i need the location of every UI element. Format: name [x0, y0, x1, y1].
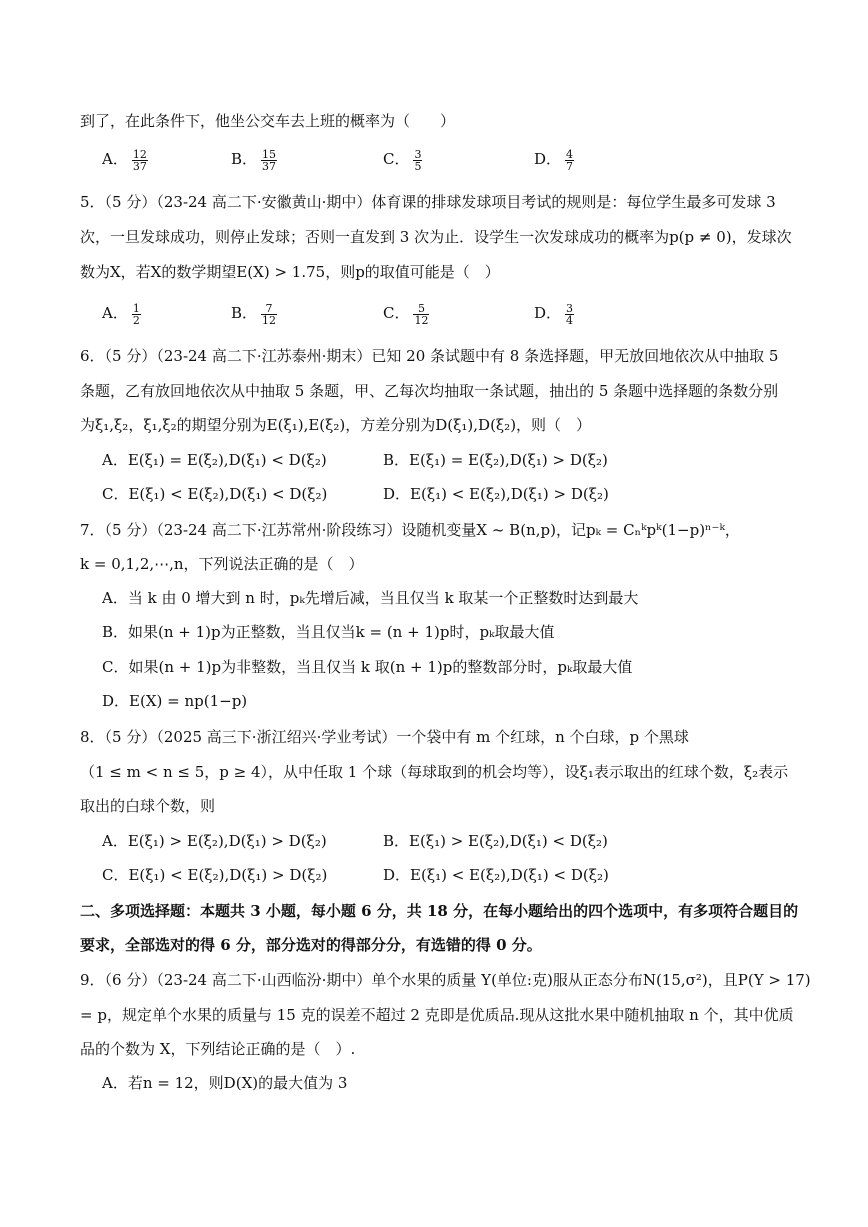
fraction [565, 303, 574, 326]
q8-option-a[interactable]: A．E(ξ₁) > E(ξ₂),D(ξ₁) > D(ξ₂) [102, 832, 327, 850]
option-letter: B． [231, 150, 258, 168]
q5-line-1: 5．（5 分）（23-24 高二下·安徽黄山·期中）体育课的排球发球项目考试的规则是：每位学生最多可发球 3 [80, 193, 776, 211]
q9-line-1: 9．（6 分）（23-24 高二下·山西临汾·期中）单个水果的质量 Y(单位:克)服从正态分布N(15,σ²)，且P(Y > 17) [80, 971, 811, 989]
section-heading-line-1: 二、多项选择题：本题共 3 小题，每小题 6 分，共 18 分，在每小题给出的四个选项中，有多项符合题目的 [80, 902, 799, 920]
q7-line-2: k = 0,1,2,⋯,n，下列说法正确的是（ ） [80, 555, 364, 573]
denominator: 37 [262, 159, 277, 173]
q5-line-2: 次，一旦发球成功，则停止发球；否则一直发到 3 次为止．设学生一次发球成功的概率为p(p ≠ 0)，发球次 [80, 228, 792, 246]
q8-line-3: 取出的白球个数，则 [80, 797, 216, 815]
q6-option-d[interactable]: D．E(ξ₁) < E(ξ₂),D(ξ₁) > D(ξ₂) [383, 485, 609, 503]
q5-option-a[interactable] [102, 302, 141, 326]
q5-option-c[interactable] [383, 302, 429, 326]
q9-line-3: 品的个数为 X，下列结论正确的是（ ）. [80, 1040, 356, 1058]
option-letter: D． [534, 304, 562, 322]
fraction [565, 149, 574, 172]
q6-line-1: 6．（5 分）（23-24 高二下·江苏泰州·期末）已知 20 条试题中有 8 条选择题，甲无放回地依次从中抽取 5 [80, 347, 779, 365]
q8-line-1: 8．（5 分）（2025 高三下·浙江绍兴·学业考试）一个袋中有 m 个红球，n 个白球，p 个黑球 [80, 728, 689, 746]
option-letter: D． [534, 150, 562, 168]
denominator: 5 [414, 159, 422, 173]
q8-line-2: （1 ≤ m < n ≤ 5，p ≥ 4），从中任取 1 个球（每球取到的机会均等），设ξ₁表示取出的红球个数，ξ₂表示 [80, 763, 789, 781]
denominator: 12 [262, 313, 277, 327]
q5-option-d[interactable] [534, 302, 574, 326]
q7-option-d[interactable]: D．E(X) = np(1−p) [102, 692, 248, 710]
denominator: 7 [566, 159, 574, 173]
fraction [261, 149, 277, 172]
q6-option-a[interactable]: A．E(ξ₁) = E(ξ₂),D(ξ₁) < D(ξ₂) [102, 451, 327, 469]
q4-option-a[interactable] [102, 148, 148, 172]
q7-option-a[interactable]: A．当 k 由 0 增大到 n 时，pₖ先增后减，当且仅当 k 取某一个正整数时达到最大 [102, 589, 639, 607]
section-heading-line-2: 要求，全部选对的得 6 分，部分选对的得部分分，有选错的得 0 分。 [80, 936, 542, 954]
option-letter: C． [383, 304, 410, 322]
option-letter: C． [383, 150, 410, 168]
q4-option-c[interactable] [383, 148, 422, 172]
numerator: 5 [413, 303, 429, 315]
numerator: 12 [132, 147, 147, 161]
numerator: 3 [566, 301, 574, 315]
q5-option-b[interactable] [231, 302, 277, 326]
fraction [261, 303, 277, 326]
q6-line-2: 条题，乙有放回地依次从中抽取 5 条题，甲、乙每次均抽取一条试题，抽出的 5 条题中选择题的条数分别 [80, 382, 779, 400]
q4-option-b[interactable] [231, 148, 277, 172]
option-letter: A． [102, 304, 128, 322]
q8-option-b[interactable]: B．E(ξ₁) > E(ξ₂),D(ξ₁) < D(ξ₂) [383, 832, 608, 850]
q4-option-d[interactable] [534, 148, 574, 172]
q7-option-b[interactable]: B．如果(n + 1)p为正整数，当且仅当k = (n + 1)p时，pₖ取最大值 [102, 623, 555, 641]
fraction [132, 303, 141, 326]
option-letter: A． [102, 150, 128, 168]
denominator: 4 [566, 313, 574, 327]
option-letter: B． [231, 304, 258, 322]
denominator: 2 [132, 313, 140, 327]
q6-option-c[interactable]: C．E(ξ₁) < E(ξ₂),D(ξ₁) < D(ξ₂) [102, 485, 328, 503]
numerator: 4 [566, 147, 574, 161]
q5-line-3: 数为X，若X的数学期望E(X) > 1.75，则p的取值可能是（ ） [80, 263, 500, 281]
denominator: 12 [414, 313, 429, 327]
fraction [132, 149, 148, 172]
q6-line-3: 为ξ₁,ξ₂，ξ₁,ξ₂的期望分别为E(ξ₁),E(ξ₂)，方差分别为D(ξ₁),D(ξ₂)，则（ ） [80, 416, 592, 434]
q8-option-c[interactable]: C．E(ξ₁) < E(ξ₂),D(ξ₁) > D(ξ₂) [102, 866, 328, 884]
numerator: 15 [262, 147, 277, 161]
numerator: 3 [414, 147, 422, 161]
denominator: 37 [132, 159, 147, 173]
q7-line-1: 7．（5 分）（23-24 高二下·江苏常州·阶段练习）设随机变量X ~ B(n,p)，记pₖ = Cₙᵏpᵏ(1−p)ⁿ⁻ᵏ， [80, 521, 740, 539]
q8-option-d[interactable]: D．E(ξ₁) < E(ξ₂),D(ξ₁) < D(ξ₂) [383, 866, 609, 884]
q7-option-c[interactable]: C．如果(n + 1)p为非整数，当且仅当 k 取(n + 1)p的整数部分时，pₖ取最大值 [102, 658, 633, 676]
fraction [413, 149, 422, 172]
q4-tail-text: 到了，在此条件下，他坐公交车去上班的概率为（ ） [80, 112, 456, 130]
q9-line-2: = p，规定单个水果的质量与 15 克的误差不超过 2 克即是优质品.现从这批水果中随机抽取 n 个，其中优质 [80, 1006, 794, 1024]
fraction [413, 303, 429, 326]
q6-option-b[interactable]: B．E(ξ₁) = E(ξ₂),D(ξ₁) > D(ξ₂) [383, 451, 608, 469]
numerator: 7 [261, 303, 277, 315]
numerator: 1 [132, 301, 140, 315]
q9-option-a[interactable]: A．若n = 12，则D(X)的最大值为 3 [102, 1074, 348, 1092]
